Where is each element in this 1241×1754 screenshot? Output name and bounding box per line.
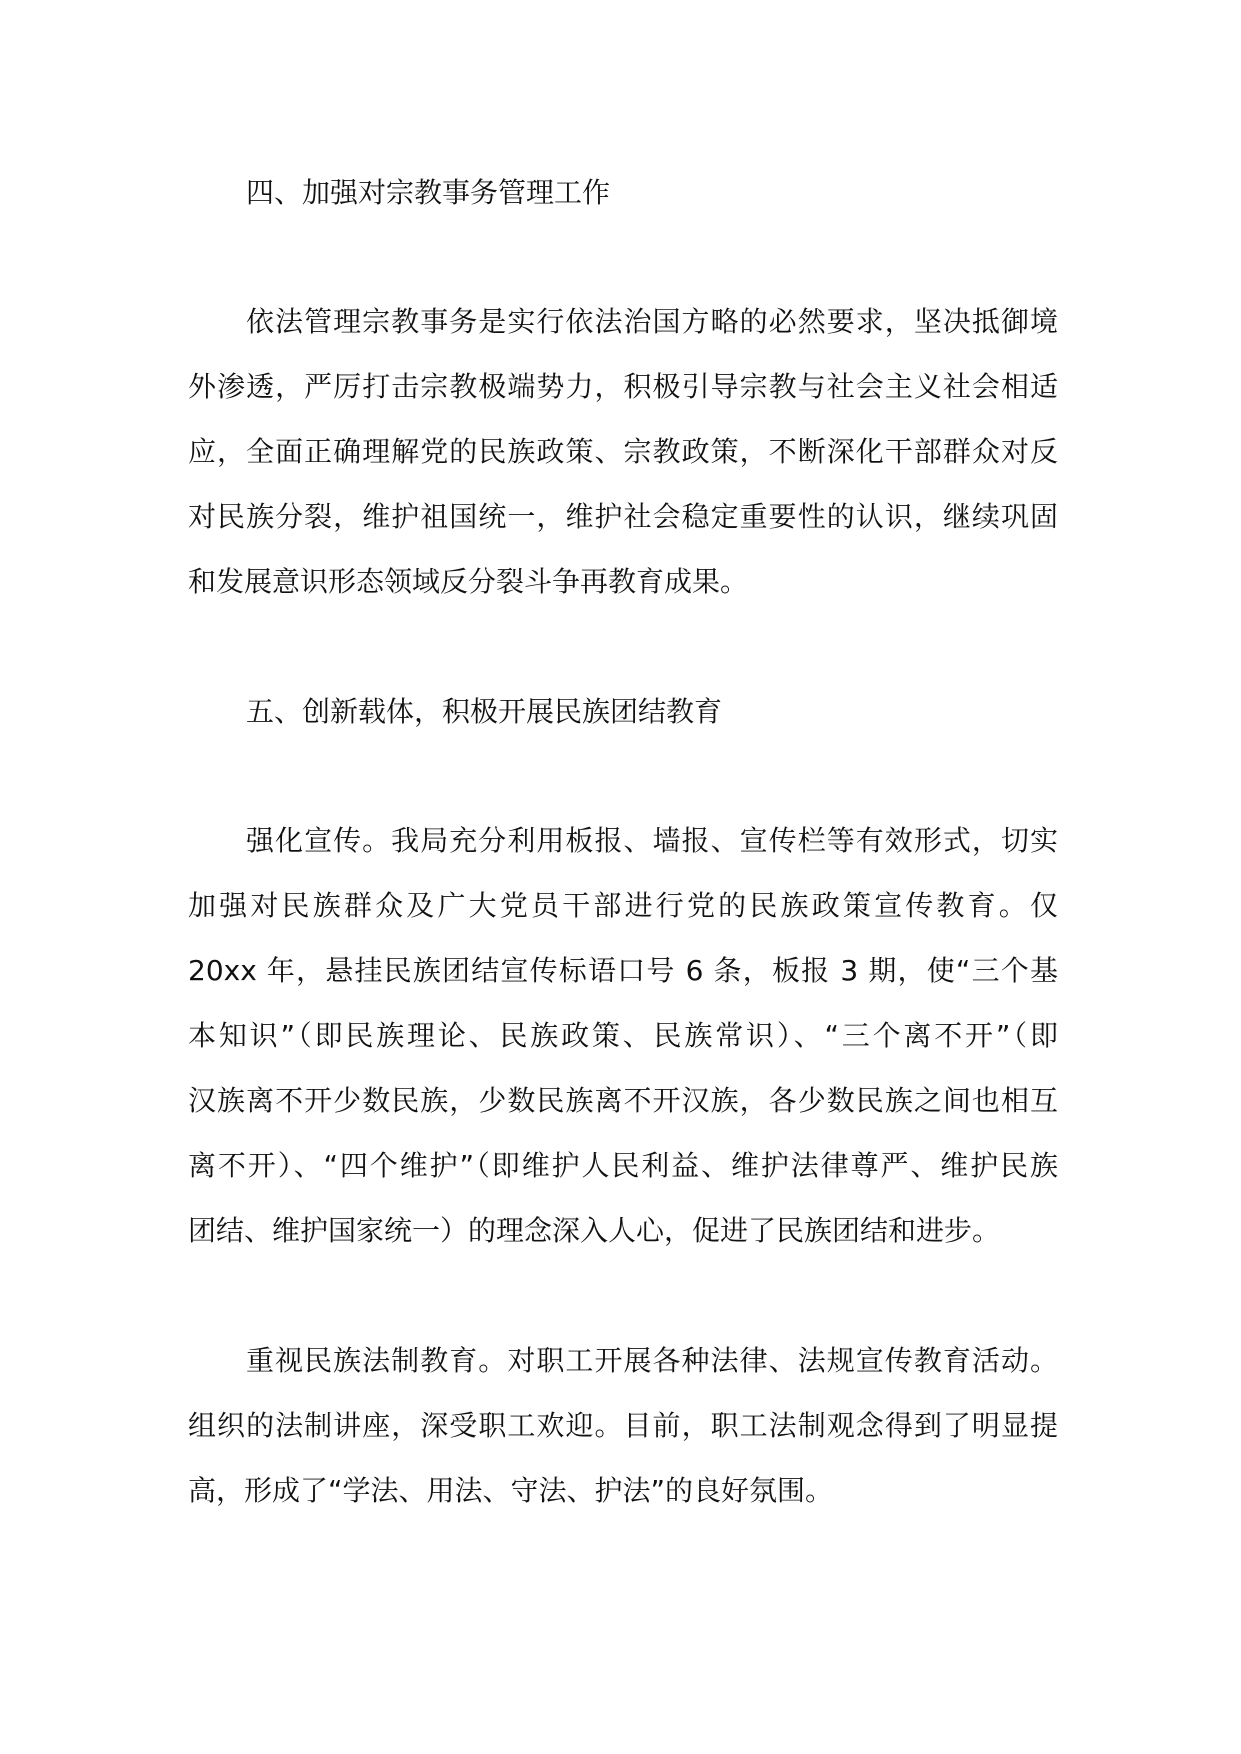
paragraph-line: 本知识”（即民族理论、民族政策、民族常识）、“三个离不开”（即 bbox=[188, 1019, 1058, 1052]
section-heading: 四、加强对宗教事务管理工作 bbox=[246, 176, 611, 209]
paragraph-line: 加强对民族群众及广大党员干部进行党的民族政策宣传教育。仅 bbox=[188, 889, 1058, 922]
paragraph-line: 高，形成了“学法、用法、守法、护法”的良好氛围。 bbox=[188, 1474, 834, 1507]
paragraph-line: 强化宣传。我局充分利用板报、墙报、宣传栏等有效形式，切实 bbox=[246, 824, 1058, 857]
section-heading: 五、创新载体，积极开展民族团结教育 bbox=[246, 695, 723, 728]
paragraph-line: 依法管理宗教事务是实行依法治国方略的必然要求，坚决抵御境 bbox=[246, 305, 1058, 338]
paragraph bbox=[188, 1328, 1058, 1523]
paragraph-line: 汉族离不开少数民族，少数民族离不开汉族，各少数民族之间也相互 bbox=[188, 1084, 1058, 1117]
section-5 bbox=[188, 679, 1058, 1523]
paragraph-line: 应，全面正确理解党的民族政策、宗教政策，不断深化干部群众对反 bbox=[188, 435, 1058, 468]
paragraph-line: 外渗透，严厉打击宗教极端势力，积极引导宗教与社会主义社会相适 bbox=[188, 370, 1058, 403]
document-body bbox=[188, 160, 1058, 1523]
paragraph bbox=[188, 289, 1058, 614]
paragraph-line: 20xx 年，悬挂民族团结宣传标语口号 6 条，板报 3 期，使“三个基 bbox=[188, 954, 1058, 987]
paragraph-line: 组织的法制讲座，深受职工欢迎。目前，职工法制观念得到了明显提 bbox=[188, 1409, 1058, 1442]
paragraph-line: 和发展意识形态领域反分裂斗争再教育成果。 bbox=[188, 565, 749, 598]
paragraph bbox=[188, 808, 1058, 1263]
paragraph-line: 重视民族法制教育。对职工开展各种法律、法规宣传教育活动。 bbox=[246, 1344, 1058, 1377]
section-4 bbox=[188, 160, 1058, 679]
paragraph-line: 离不开）、“四个维护”（即维护人民利益、维护法律尊严、维护民族 bbox=[188, 1149, 1058, 1182]
paragraph-line: 团结、维护国家统一）的理念深入人心，促进了民族团结和进步。 bbox=[188, 1214, 1001, 1247]
paragraph-line: 对民族分裂，维护祖国统一，维护社会稳定重要性的认识，继续巩固 bbox=[188, 500, 1058, 533]
